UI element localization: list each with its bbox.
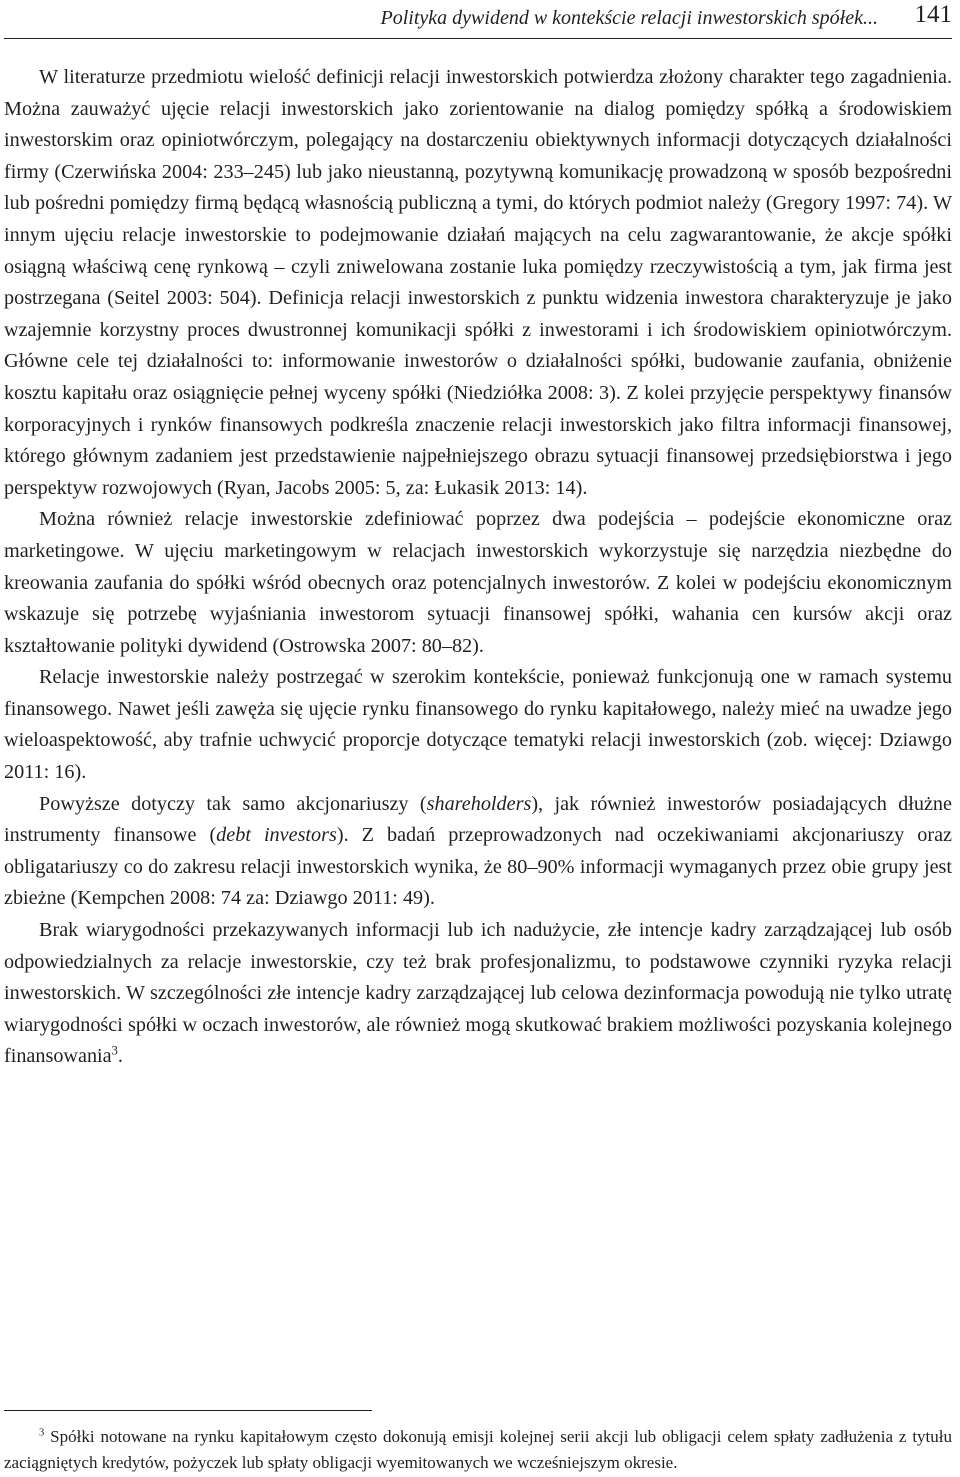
text-run: ), jak również inwestorów posiadających dłużne instrumenty finansowe ( [4, 792, 952, 847]
page-number: 141 [914, 1, 952, 28]
paragraph-2 [4, 504, 952, 662]
footnote-reference: 3 [111, 1043, 118, 1058]
text-run: Relacje inwestorskie należy postrzegać w szerokim kontekście, ponieważ funkcjonują one w ramach systemu finansowego. Nawet jeśli zawęża się ujęcie rynku finansowego do rynku kapitałowego, należy mieć na uwadze jego wieloaspektowość, aby trafnie uchwycić proporcje dotyczące tematyki relacji inwestorskich (zob. więcej: Dziawgo 2011: 16). [4, 666, 952, 784]
text-run: W literaturze przedmiotu wielość definicji relacji inwestorskich potwierdza złożony charakter tego zagadnienia. Można zauważyć ujęcie relacji inwestorskich jako zorientowanie na dialog pomiędzy spółką a środowiskiem inwestorskim oraz opiniotwórczym, polegający na dostarczeniu obiektywnych informacji dotyczących działalności firmy (Czerwińska 2004: 233–245) lub jako nieustanną, pozytywną komunikację prowadzoną w sposób bezpośredni lub pośredni pomiędzy firmą będącą własnością publiczną a tymi, do których podmiot należy (Gregory 1997: 74). W innym ujęciu relacje inwestorskie to podejmowanie działań mających na celu zagwarantowanie, że akcje spółki osiągną właściwą cenę rynkową – czyli zniwelowana zostanie luka pomiędzy rzeczywistością a tym, jak firma jest postrzegana (Seitel 2003: 504). Definicja relacji inwestorskich z punktu widzenia inwestora charakteryzuje je jako wzajemnie korzystny proces dwustronnej komunikacji spółki z inwestorami i ich środowiskiem opiniotwórczym. Główne cele tej działalności to: informowanie inwestorów o działalności spółki, budowanie zaufania, obniżenie kosztu kapitału oraz osiągnięcie pełnej wyceny spółki (Niedziółka 2008: 3). Z kolei przyjęcie perspektywy finansów korporacyjnych i rynków finansowych podkreśla znaczenie relacji inwestorskich jako filtra informacji finansowej, którego głównym zadaniem jest przedstawienie najpełniejszego obrazu sytuacji finansowej przedsiębiorstwa i jego perspektyw rozwojowych (Ryan, Jacobs 2005: 5, za: Łukasik 2013: 14). [4, 66, 952, 499]
footnote-marker: 3 [39, 1427, 45, 1439]
footnote-rule [4, 1410, 372, 1411]
running-header [4, 0, 952, 40]
paragraph-4 [4, 789, 952, 915]
text-run: . [117, 1045, 123, 1068]
italic-term: shareholders [426, 792, 532, 815]
text-run: ). Z badań przeprowadzonych nad oczekiwaniami akcjonariuszy oraz obligatariuszy co do zakresu relacji inwestorskich wynika, że 80–90% informacji wymaganych przez obie grupy jest zbieżne (Kempchen 2008: 74 za: Dziawgo 2011: 49). [4, 824, 952, 910]
footnote [4, 1424, 952, 1476]
body-text [4, 62, 952, 1073]
paragraph-5 [4, 915, 952, 1073]
text-run: Można również relacje inwestorskie zdefiniować poprzez dwa podejścia – podejście ekonomiczne oraz marketingowe. W ujęciu marketingowym w relacjach inwestorskich wykorzystuje się narzędzia niezbędne do kreowania zaufania do spółki wśród obecnych oraz potencjalnych inwestorów. Z kolei w podejściu ekonomicznym wskazuje się potrzebę wyjaśniania inwestorom sytuacji finansowej spółki, wahania cen kursów akcji oraz kształtowanie polityki dywidend (Ostrowska 2007: 80–82). [4, 508, 952, 657]
text-run: Brak wiarygodności przekazywanych informacji lub ich nadużycie, złe intencje kadry zarządzającej lub osób odpowiedzialnych za relacje inwestorskie, czy też brak profesjonalizmu, to podstawowe czynniki ryzyka relacji inwestorskich. W szczególności złe intencje kadry zarządzającej lub celowa dezinformacja powodują nie tylko utratę wiarygodności spółki w oczach inwestorów, ale również mogą skutkować brakiem możliwości pozyskania kolejnego finansowania [4, 919, 952, 1068]
footnote-text: Spółki notowane na rynku kapitałowym często dokonują emisji kolejnej serii akcji lub obligacji celem spłaty zadłużenia z tytułu zaciągniętych kredytów, pożyczek lub spłaty obligacji wyemitowanych we wcześniejszym okresie. [4, 1427, 953, 1472]
italic-term: debt investors [216, 824, 337, 847]
running-title: Polityka dywidend w kontekście relacji inwestorskich spółek... [380, 7, 878, 29]
paragraph-3 [4, 662, 952, 788]
paragraph-1 [4, 62, 952, 504]
text-run: Powyższe dotyczy tak samo akcjonariuszy ( [39, 792, 427, 815]
header-rule [4, 38, 952, 39]
